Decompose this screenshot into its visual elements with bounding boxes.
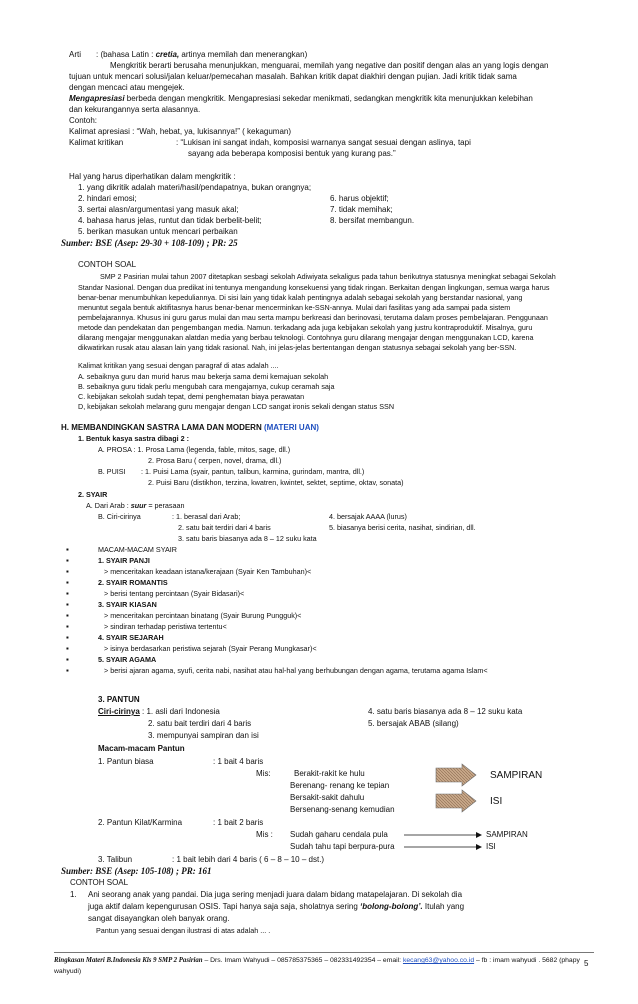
- bullet-marker: ▪: [66, 611, 69, 620]
- prosa-line: 2. Prosa Baru ( cerpen, novel, drama, dll.): [148, 456, 282, 465]
- arti-label: Arti: [69, 50, 81, 59]
- syair-origin-a: A. Dari Arab :: [86, 501, 131, 510]
- pantun-verse-line: Bersenang-senang kemudian: [290, 805, 395, 814]
- checklist-item: 4. bahasa harus jelas, runtut dan tidak berbelit-belit;: [78, 216, 262, 225]
- sampiran-label: SAMPIRAN: [490, 770, 543, 781]
- kritik-text-line: dengan mencaci atau mengejek.: [69, 83, 185, 92]
- example-title: CONTOH SOAL: [78, 260, 137, 269]
- pantun-kilat-value: : 1 bait 2 baris: [213, 818, 264, 827]
- bullet-marker: ▪: [66, 633, 69, 642]
- pantun-kilat-label: 2. Pantun Kilat/Karmina: [98, 818, 183, 827]
- bullet-marker: ▪: [66, 567, 69, 576]
- syair-list-item: > menceritakan keadaan istana/kerajaan (Syair Ken Tambuhan)<: [104, 567, 312, 576]
- bullet-marker: ▪: [66, 644, 69, 653]
- footer-divider: [54, 952, 594, 953]
- kalimat-kritikan-text: : “Lukisan ini sangat indah, komposisi warnanya sangat sesuai dengan aslinya, tapi: [176, 138, 471, 147]
- passage-line: dilarang mengajar menggunakan alatdan media yang berbau teknologi. Contohnya guru dilarang mengajar dengan menggunakan LCD, karena: [78, 333, 534, 342]
- ciri-item: 2. satu bait terdiri dari 4 baris: [178, 523, 271, 532]
- talibun-label: 3. Talibun: [98, 855, 133, 864]
- sampiran-arrow: [436, 764, 476, 786]
- pantun-ciri-label: Ciri-cirinya: [98, 707, 140, 716]
- kilat-sampiran-arrowhead: [476, 832, 482, 838]
- syair-list-item: 2. SYAIR ROMANTIS: [98, 578, 168, 587]
- answer-option: A. sebaiknya guru dan murid harus mau bekerja sama demi kemajuan sekolah: [78, 372, 329, 381]
- checklist-item: 7. tidak memihak;: [330, 205, 393, 214]
- pantun-ciri-item: 2. satu bait terdiri dari 4 baris: [148, 719, 252, 728]
- checklist-item: 6. harus objektif;: [330, 194, 389, 203]
- passage-line: benar-benar menumbuhkan kepeduliannya. Di sisi lain yang tidak kalah pentingnya adalah sebagai sekolah yang berstandar nasional, yang: [78, 293, 523, 302]
- question-text: sangat disayangkan oleh banyak orang.: [88, 914, 230, 923]
- bullet-marker: ▪: [66, 622, 69, 631]
- passage-line: dikwatirkan rusak atau alasan lain yang tidak rasional. Nah, ini jelas-jelas bertentangan dengan statusnya sebagai sekolah yang ber-SSN.: [78, 343, 517, 352]
- talibun-value: : 1 bait lebih dari 4 baris ( 6 – 8 – 10 – dst.): [172, 855, 325, 864]
- arti-definition-term: cretia,: [155, 50, 180, 59]
- pantun-ciri-item: 5. bersajak ABAB (silang): [368, 719, 459, 728]
- kilat-isi-arrowhead: [476, 844, 482, 850]
- sampiran-label: SAMPIRAN: [486, 830, 528, 839]
- ciri-item: 4. bersajak AAAA (lurus): [329, 512, 407, 521]
- bullet-marker: ▪: [66, 655, 69, 664]
- footer-email-link[interactable]: kecang63@yahoo.co.id: [402, 957, 475, 964]
- syair-list-item: > sindiran terhadap peristiwa tertentu<: [104, 622, 227, 631]
- pantun-ciri-item: : 1. asli dari Indonesia: [142, 707, 220, 716]
- isi-arrow: [436, 790, 476, 812]
- bullet-marker: ▪: [66, 589, 69, 598]
- syair-origin-c: = perasaan: [146, 501, 185, 510]
- bullet-marker: ▪: [66, 600, 69, 609]
- example-title: CONTOH SOAL: [70, 878, 129, 887]
- passage-line: metode dan pendekatan dan pengembangan media. Namun. terkadang ada juga kebijakan sekolah yang justru kontraproduktif. Misalnya, guru: [78, 323, 533, 332]
- checklist-item: 5. berikan masukan untuk mencari perbaikan: [78, 227, 238, 236]
- pantun-verse-line: Bersakit-sakit dahulu: [290, 793, 365, 802]
- kalimat-kritikan-text: sayang ada beberapa komposisi bentuk yang kurang pas.”: [188, 149, 396, 158]
- checklist-item: 2. hindari emosi;: [78, 194, 137, 203]
- syair-list-item: > berisi tentang percintaan (Syair Bidasari)<: [104, 589, 245, 598]
- pantun-ciri-item: 3. mempunyai sampiran dan isi: [148, 731, 259, 740]
- subsection-heading: 1. Bentuk kasya sastra dibagi 2 :: [78, 434, 190, 443]
- kritik-text-line: Mengkritik berarti berusaha menunjukkan, menguarai, memilah yang negative dan positif dengan alas an yang logis dengan: [110, 61, 549, 70]
- syair-list-item: > berisi ajaran agama, syufi, cerita nabi, nasihat atau hal-hal yang berhubungan dengan agama, terutama agama Islam<: [104, 666, 488, 675]
- passage-line: menuntut segala bentuk aktifitasnya harus benar-benar mencerminkan ke-SSN-annya. Mulai dari fasilitas yang ada sampai pada sistem: [78, 303, 511, 312]
- pantun-verse-line: Sudah gaharu cendala pula: [290, 830, 388, 839]
- apresiasi-desc: berbeda dengan mengkritik. Mengapresiasi sekedar menikmati, sedangkan mengkritik kita menunjukkan kelebihan: [124, 94, 533, 103]
- checklist-item: 1. yang dikritik adalah materi/hasil/pendapatnya, bukan orangnya;: [78, 183, 312, 192]
- syair-list-item: 3. SYAIR KIASAN: [98, 600, 157, 609]
- syair-list-item: > menceritakan percintaan binatang (Syair Burung Pungguk)<: [104, 611, 302, 620]
- checklist-heading: Hal yang harus diperhatikan dalam mengkritik :: [69, 172, 236, 181]
- pantun-mis-label: Mis:: [256, 769, 271, 778]
- bullet-marker: ▪: [66, 556, 69, 565]
- arti-definition-a: : (bahasa Latin :: [96, 50, 156, 59]
- footer-fb: – fb : imam wahyudi . 5682 (phapy: [474, 957, 580, 964]
- syair-list-item: MACAM-MACAM SYAIR: [98, 545, 177, 554]
- pantun-macam-heading: Macam-macam Pantun: [98, 744, 185, 753]
- question-text: [88, 902, 464, 912]
- answer-option: C. kebijakan sekolah sudah tepat, demi penghematan biaya perawatan: [78, 392, 305, 401]
- syair-list-item: 4. SYAIR SEJARAH: [98, 633, 164, 642]
- pantun-ciri-item: 4. satu baris biasanya ada 8 – 12 suku kata: [368, 707, 523, 716]
- question-prompt: Pantun yang sesuai dengan ilustrasi di atas adalah ... .: [96, 926, 271, 935]
- arti-definition-c: artinya memilah dan menerangkan): [179, 50, 308, 59]
- checklist-item: 3. sertai alasn/argumentasi yang masuk akal;: [78, 205, 239, 214]
- ciri-item: 3. satu baris biasanya ada 8 – 12 suku kata: [178, 534, 317, 543]
- page-number: 5: [584, 959, 589, 968]
- pantun-verse-line: Sudah tahu tapi berpura-pura: [290, 842, 395, 851]
- syair-list-item: 1. SYAIR PANJI: [98, 556, 150, 565]
- isi-label: ISI: [486, 842, 496, 851]
- question-number: 1.: [70, 890, 77, 899]
- bullet-marker: ▪: [66, 666, 69, 675]
- footer: [54, 956, 580, 965]
- pantun-mis-label: Mis :: [256, 830, 273, 839]
- puisi-label: B. PUISI: [98, 467, 126, 476]
- source-citation: Sumber: BSE (Asep: 105-108) ; PR: 161: [61, 866, 212, 876]
- footer-fb-cont: wahyudi): [54, 968, 82, 975]
- question-text-c: Itulah yang: [422, 902, 465, 911]
- source-citation: Sumber: BSE (Asep: 29-30 + 108-109) ; PR: 25: [61, 238, 238, 248]
- question-text-emph: ‘bolong-bolong’.: [360, 902, 423, 911]
- ciri-label: B. Ciri-cirinya: [98, 512, 141, 521]
- ciri-item: 5. biasanya berisi cerita, nasihat, sindirian, dll.: [329, 523, 476, 532]
- pantun-verse-line: Berakit-rakit ke hulu: [294, 769, 365, 778]
- question-text: Ani seorang anak yang pandai. Dia juga sering menjadi juara dalam bidang matapelajaran. Di sekolah dia: [88, 890, 463, 899]
- passage-line: SMP 2 Pasirian mulai tahun 2007 ditetapkan sesbagi sekolah Adiwiyata sekaligus pada tahun berikutnya statusnya meningkat sebagai Sekolah: [100, 272, 556, 281]
- passage-line: pembelajarannya. Khusus ini guru garus mulai dan mau serta mampu berkreasi dan berinovasi, terutama dalam proses pembelajaran. Penggunaan: [78, 313, 548, 322]
- question-text-a: juga aktif dalam kepengurusan OSIS. Tapi hanya saja saja, sholatnya sering: [88, 902, 361, 911]
- pantun-biasa-value: : 1 bait 4 baris: [213, 757, 264, 766]
- syair-list-item: 5. SYAIR AGAMA: [98, 655, 157, 664]
- answer-option: D, kebijakan sekolah melarang guru mengajar dengan LCD sangat ironis sekali dengan status SSN: [78, 402, 395, 411]
- checklist-item: 8. bersifat membangun.: [330, 216, 415, 225]
- pantun-verse-line: Berenang- renang ke tepian: [290, 781, 390, 790]
- isi-label: ISI: [490, 796, 503, 807]
- prosa-line: A. PROSA : 1. Prosa Lama (legenda, fable, mitos, sage, dll.): [98, 445, 291, 454]
- apresiasi-text-line: dan kekurangannya serta alasannya.: [69, 105, 201, 114]
- answer-option: B. sebaiknya guru tidak perlu mengubah cara mengajarnya, cukup ceramah saja: [78, 382, 335, 391]
- passage-line: Standar Nasional. Dengan dua predikat ini tentunya mengandung konsekuensi yang tidak ringan. Berkaitan dengan lingkungan, semua warga harus: [78, 283, 550, 292]
- syair-list-item: > isinya berdasarkan peristiwa sejarah (Syair Perang Mungkasar)<: [104, 644, 317, 653]
- kalimat-apresiasi: Kalimat apresiasi : “Wah, hebat, ya, lukisannya!” ( kekaguman): [69, 127, 292, 136]
- apresiasi-term: Mengapresiasi: [69, 94, 125, 103]
- pantun-biasa-label: 1. Pantun biasa: [98, 757, 154, 766]
- kritik-text-line: tujuan untuk mencari solusi/jalan keluar/pemecahan masalah. Bahkan kritik dapat diakhiri dengan pujian. Jadi kritik tidak sama: [69, 72, 517, 81]
- syair-origin-term: suur: [130, 501, 147, 510]
- bullet-marker: ▪: [66, 545, 69, 554]
- pantun-heading: 3. PANTUN: [98, 695, 140, 704]
- puisi-line: : 1. Puisi Lama (syair, pantun, talibun, karmina, gurindam, mantra, dll.): [141, 467, 365, 476]
- bullet-marker: ▪: [66, 578, 69, 587]
- kalimat-kritikan-label: Kalimat kritikan: [69, 138, 124, 147]
- ciri-item: : 1. berasal dari Arab;: [172, 512, 241, 521]
- contoh-label: Contoh:: [69, 116, 98, 125]
- footer-title: Ringkasan Materi B.Indonesia Kls 9 SMP 2 Pasirian: [54, 957, 203, 964]
- puisi-line: 2. Puisi Baru (distikhon, terzina, kwatren, kwintet, sektet, septime, oktav, sonata): [148, 478, 404, 487]
- syair-heading: 2. SYAIR: [78, 490, 108, 499]
- question-text: Kalimat kritikan yang sesuai dengan paragraf di atas adalah ....: [78, 361, 279, 370]
- footer-author: – Drs. Imam Wahyudi – 085785375365 – 082331492354 – email:: [202, 957, 403, 964]
- section-h-title-text: H. MEMBANDINGKAN SASTRA LAMA DAN MODERN: [61, 423, 264, 432]
- section-h-tag: (MATERI UAN): [263, 423, 319, 432]
